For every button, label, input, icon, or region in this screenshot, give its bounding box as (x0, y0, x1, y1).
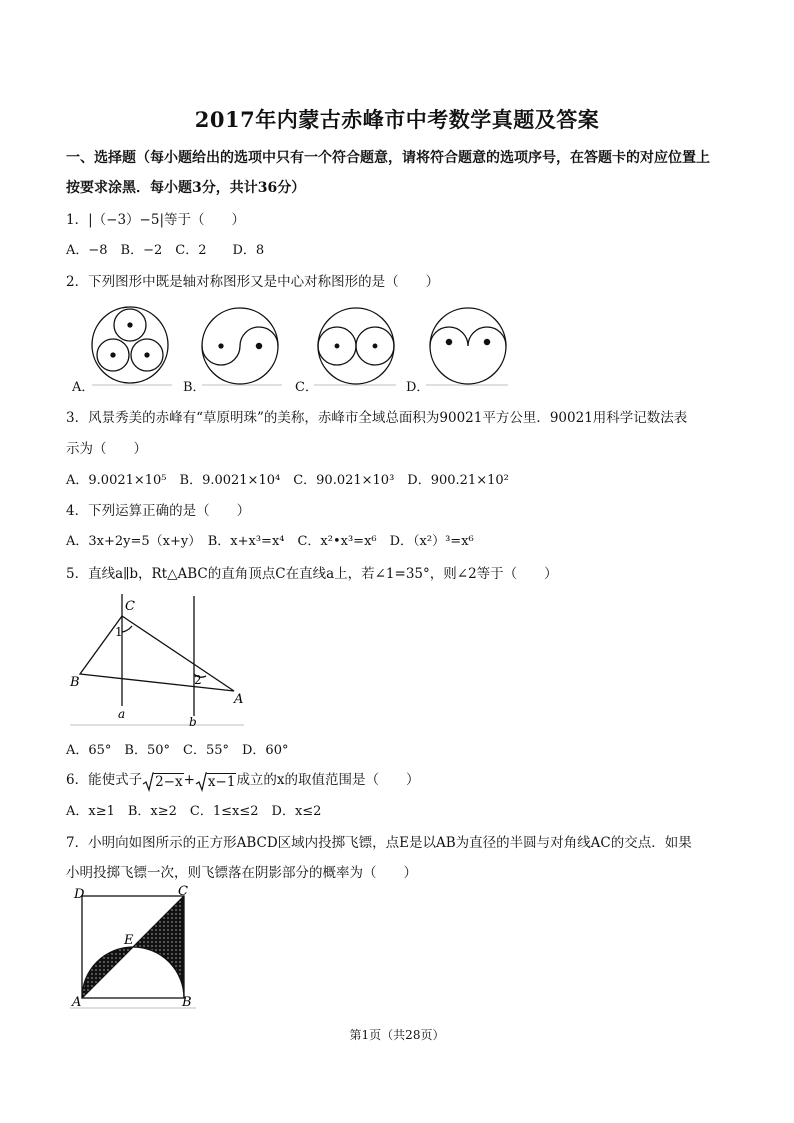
label-c: C (178, 884, 188, 899)
question-5-figure (66, 588, 248, 730)
plus-sign: + (183, 772, 195, 788)
question-5-options: A．65° B．50° C．55° D．60° (66, 743, 289, 758)
radical-1 (142, 772, 184, 792)
figure-c-label: C． (295, 380, 318, 395)
question-7-figure (66, 884, 198, 1014)
triangle-abc (80, 616, 234, 691)
question-2-stem: 2．下列图形中既是轴对称图形又是中心对称图形的是（ ） (66, 274, 440, 290)
label-line-b: b (189, 715, 197, 729)
question-1-options: A．−8 B．−2 C．2 D．8 (66, 243, 265, 258)
question-6-options: A．x≥1 B．x≥2 C．1≤x≤2 D．x≤2 (66, 804, 322, 819)
label-a-vertex: A (234, 692, 244, 707)
figure-a (92, 307, 168, 383)
question-6-prefix: 6．能使式子 (66, 772, 143, 788)
label-angle-1: 1 (115, 625, 123, 639)
figure-c (318, 308, 394, 384)
question-3-options: A．9.0021×10⁵ B．9.0021×10⁴ C．90.021×10³ D．900.21×10² (66, 473, 509, 488)
figure-b-label: B． (183, 380, 206, 395)
figure-d (430, 308, 506, 384)
page-title: 2017年内蒙古赤峰市中考数学真题及答案 (194, 107, 600, 132)
question-1-stem: 1．|（−3）−5|等于（ ） (66, 212, 245, 228)
label-d: D (74, 887, 85, 902)
label-line-a: a (118, 707, 126, 721)
question-7-stem-line2: 小明投掷飞镖一次，则飞镖落在阴影部分的概率为（ ） (66, 865, 417, 881)
label-a: A (72, 995, 82, 1010)
radicand-2: x−1 (207, 774, 236, 790)
figure-a-label: A． (72, 380, 95, 395)
question-3-stem-line2: 示为（ ） (66, 441, 147, 457)
question-6-suffix: 成立的x的取值范围是（ ） (236, 772, 420, 788)
figure-d-label: D． (406, 380, 430, 395)
label-b: B (70, 675, 80, 690)
question-6-stem (66, 768, 420, 790)
label-e: E (124, 933, 134, 948)
section-heading-line1: 一、选择题（每小题给出的选项中只有一个符合题意，请将符合题意的选项序号，在答题卡的对应位置上 (66, 150, 710, 166)
label-c: C (125, 599, 135, 614)
figure-b (202, 308, 278, 384)
radical-2 (195, 772, 237, 792)
question-4-stem: 4．下列运算正确的是（ ） (66, 503, 251, 519)
radicand-1: 2−x (155, 774, 183, 790)
question-5-stem: 5．直线a∥b，Rt△ABC的直角顶点C在直线a上，若∠1=35°，则∠2等于（ ） (66, 566, 558, 582)
question-3-stem-line1: 3．风景秀美的赤峰有“草原明珠”的美称，赤峰市全域总面积为90021平方公里．90021用科学记数法表 (66, 410, 688, 426)
label-angle-2: 2 (194, 673, 202, 687)
label-b: B (182, 995, 192, 1010)
section-heading-line2: 按要求涂黑．每小题3分，共计36分） (66, 180, 306, 196)
question-4-options: A．3x+2y=5（x+y） B．x+x³=x⁴ C．x²•x³=x⁶ D．（x²）³=x⁶ (66, 534, 474, 549)
page-footer: 第1页（共28页） (349, 1028, 445, 1042)
question-7-stem-line1: 7．小明向如图所示的正方形ABCD区域内投掷飞镖，点E是以AB为直径的半圆与对角线AC的交点．如果 (66, 835, 692, 851)
